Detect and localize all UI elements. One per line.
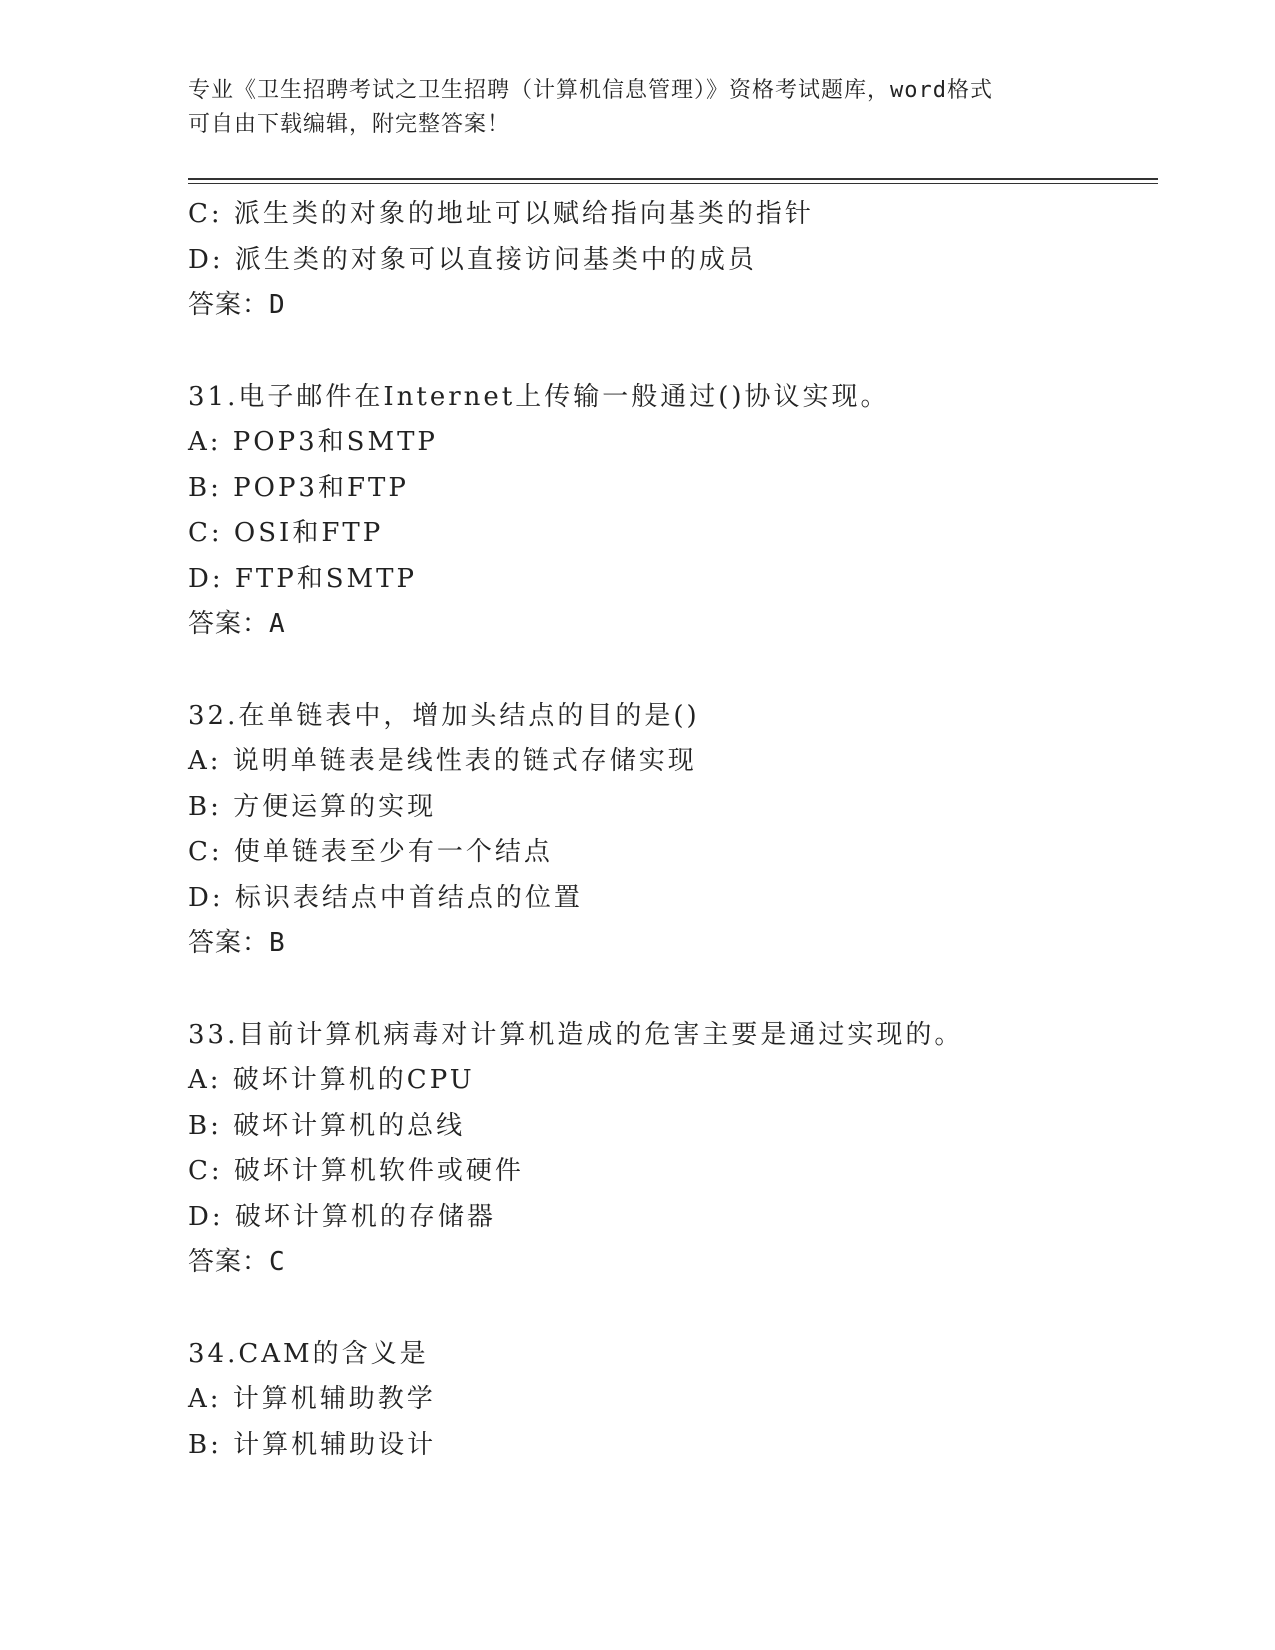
question-34 [188,1332,1168,1469]
option-d: D: 派生类的对象可以直接访问基类中的成员 [188,244,757,275]
answer-line: 答案：C [188,1247,286,1277]
option-a: A: POP3和SMTP [188,427,438,457]
header-line-2: 可自由下载编辑，附完整答案！ [188,112,511,137]
option-d: D: 标识表结点中首结点的位置 [188,882,583,913]
question-31 [188,375,1168,648]
question-33 [188,1013,1168,1286]
question-text: 32.在单链表中，增加头结点的目的是() [188,700,700,731]
option-c: C: 破坏计算机软件或硬件 [188,1156,524,1186]
header-divider-thin [188,183,1158,184]
spacer [188,648,1168,694]
option-b: B: 计算机辅助设计 [188,1429,437,1460]
question-text: 34.CAM的含义是 [188,1338,429,1369]
option-b: B: 方便运算的实现 [188,791,437,822]
header-divider-thick [188,178,1158,180]
option-d: D: 破坏计算机的存储器 [188,1201,496,1232]
option-c: C: OSI和FTP [188,518,384,548]
prev-question-block [188,192,1168,329]
option-c: C: 使单链表至少有一个结点 [188,837,553,867]
option-d: D: FTP和SMTP [188,563,418,594]
question-32 [188,694,1168,967]
question-text: 31.电子邮件在Internet上传输一般通过()协议实现。 [188,381,890,412]
header-line-1: 专业《卫生招聘考试之卫生招聘（计算机信息管理）》资格考试题库，word格式 [188,78,993,103]
spacer [188,1286,1168,1332]
option-c: C: 派生类的对象的地址可以赋给指向基类的指针 [188,199,814,229]
answer-line: 答案：B [188,928,286,958]
option-a: A: 计算机辅助教学 [188,1384,436,1414]
spacer [188,329,1168,375]
option-a: A: 说明单链表是线性表的链式存储实现 [188,746,697,776]
option-b: B: 破坏计算机的总线 [188,1110,466,1141]
question-list [188,192,1168,1468]
answer-line: 答案：D [188,290,286,320]
option-b: B: POP3和FTP [188,472,409,503]
answer-line: 答案：A [188,609,286,639]
question-text: 33.目前计算机病毒对计算机造成的危害主要是通过实现的。 [188,1019,964,1050]
document-header [188,74,1088,142]
option-a: A: 破坏计算机的CPU [188,1065,475,1095]
spacer [188,967,1168,1013]
